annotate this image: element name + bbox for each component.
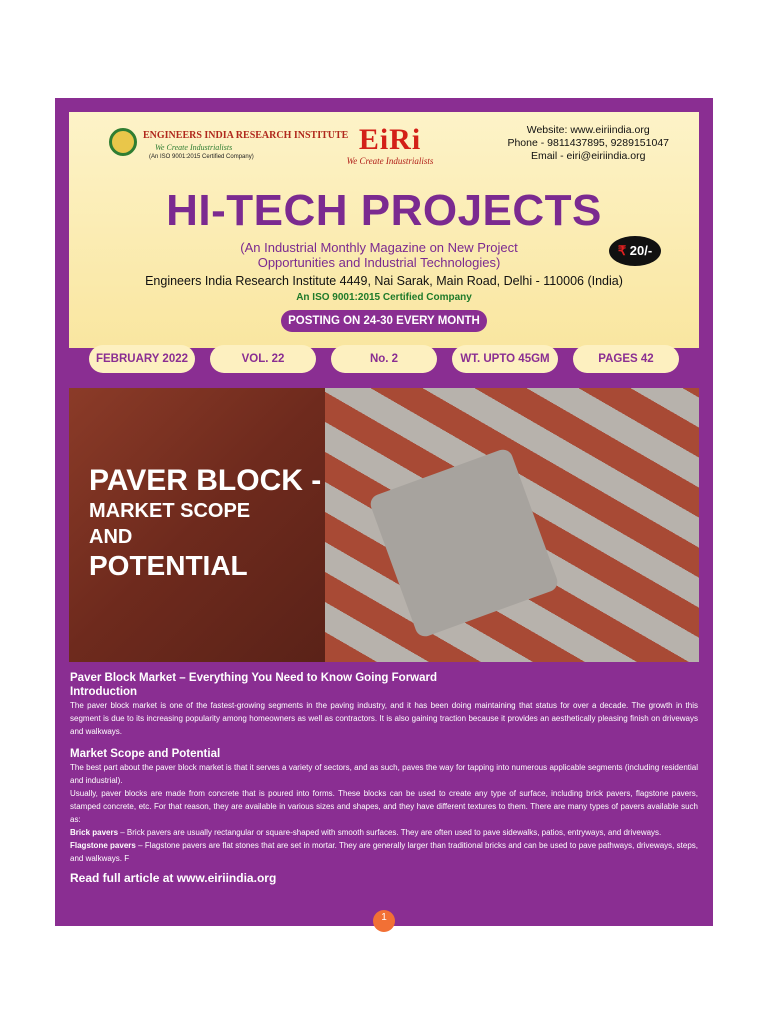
- pages-pill: PAGES 42: [573, 345, 679, 373]
- flagstone-pavers-text: – Flagstone pavers are flat stones that are set in mortar. They are generally larger than traditional bricks and can be used to pave pathways, driveways, steps, and walkways. F: [70, 841, 698, 863]
- rupee-icon: ₹: [617, 243, 627, 258]
- brick-pavers-label: Brick pavers: [70, 828, 119, 837]
- magazine-subtitle: [189, 240, 569, 270]
- flagstone-pavers-paragraph: [70, 839, 698, 865]
- weight-pill: WT. UPTO 45GM: [452, 345, 558, 373]
- intro-paragraph: The paver block market is one of the fastest-growing segments in the paving industry, and it has been doing maintaining that status for over a decade. The growth in this segment is due to its increasing popularity among homeowners as well as contractors. It is also gaining traction because it provides an aesthetically pleasing finish on driveways and walkways.: [70, 701, 698, 736]
- magazine-title: HI-TECH PROJECTS: [166, 186, 602, 235]
- hero-line-3: AND: [89, 526, 133, 548]
- iso-certification: An ISO 9001:2015 Certified Company: [296, 292, 472, 303]
- issue-date-pill: FEBRUARY 2022: [89, 345, 195, 373]
- institute-cert: (An ISO 9001:2015 Certified Company): [149, 154, 254, 160]
- eiri-wordmark: EiRi: [358, 123, 422, 156]
- brick-pavers-text: – Brick pavers are usually rectangular or square-shaped with smooth surfaces. They are often used to pave sidewalks, patios, entryways, and driveways.: [118, 828, 662, 837]
- hero-line-4: POTENTIAL: [89, 550, 248, 581]
- hero-image: [69, 388, 699, 662]
- article-title: Paver Block Market – Everything You Need to Know Going Forward: [70, 672, 438, 684]
- header-banner: [69, 112, 699, 348]
- issue-number-pill: No. 2: [331, 345, 437, 373]
- subtitle-line-2: Opportunities and Industrial Technologies): [257, 255, 501, 270]
- issue-info-row: [89, 345, 679, 373]
- eiri-tagline: We Create Industrialists: [346, 156, 434, 166]
- website-text[interactable]: Website: www.eiriindia.org: [526, 124, 650, 136]
- article-body: [70, 671, 698, 885]
- eiri-logo: [335, 124, 445, 174]
- email-text[interactable]: Email - eiri@eiriindia.org: [530, 150, 646, 162]
- price-value: 20/-: [629, 243, 653, 258]
- brick-pavers-paragraph: [70, 826, 698, 839]
- paragraph-2: Usually, paver blocks are made from concrete that is poured into forms. These blocks can be used to create any type of surface, including brick pavers, flagstone pavers, stamped concrete, etc. For that reason, they are available in various sizes and shapes, and they have different textures to them. There are many types of pavers available such as:: [70, 789, 698, 824]
- magazine-cover: [55, 98, 713, 926]
- hero-line-1: PAVER BLOCK -: [89, 464, 322, 497]
- flagstone-pavers-label: Flagstone pavers: [70, 841, 136, 850]
- address-line: Engineers India Research Institute 4449, Nai Sarak, Main Road, Delhi - 110006 (India): [145, 274, 623, 288]
- institute-name: ENGINEERS INDIA RESEARCH INSTITUTE: [143, 130, 349, 141]
- page-number: 1: [373, 910, 395, 932]
- market-scope-heading: Market Scope and Potential: [70, 748, 221, 760]
- price-badge: [609, 236, 661, 266]
- hero-heading: [89, 464, 321, 582]
- paragraph-1: The best part about the paver block market is that it serves a variety of sectors, and as such, paves the way for tapping into numerous applicable segments (including residential and industrial).: [70, 763, 698, 785]
- institute-emblem-icon: [109, 128, 137, 156]
- posting-badge: POSTING ON 24-30 EVERY MONTH: [281, 310, 487, 332]
- volume-pill: VOL. 22: [210, 345, 316, 373]
- read-more-link[interactable]: Read full article at www.eiriindia.org: [70, 871, 277, 885]
- hero-line-2: MARKET SCOPE: [89, 500, 251, 522]
- subtitle-line-1: (An Industrial Monthly Magazine on New Project: [240, 240, 518, 255]
- phone-text: Phone - 9811437895, 9289151047: [507, 137, 669, 149]
- intro-heading: Introduction: [70, 686, 138, 698]
- contact-info: [507, 124, 669, 163]
- institute-tagline: We Create Industrialists: [155, 143, 233, 152]
- institute-logo: [109, 126, 349, 172]
